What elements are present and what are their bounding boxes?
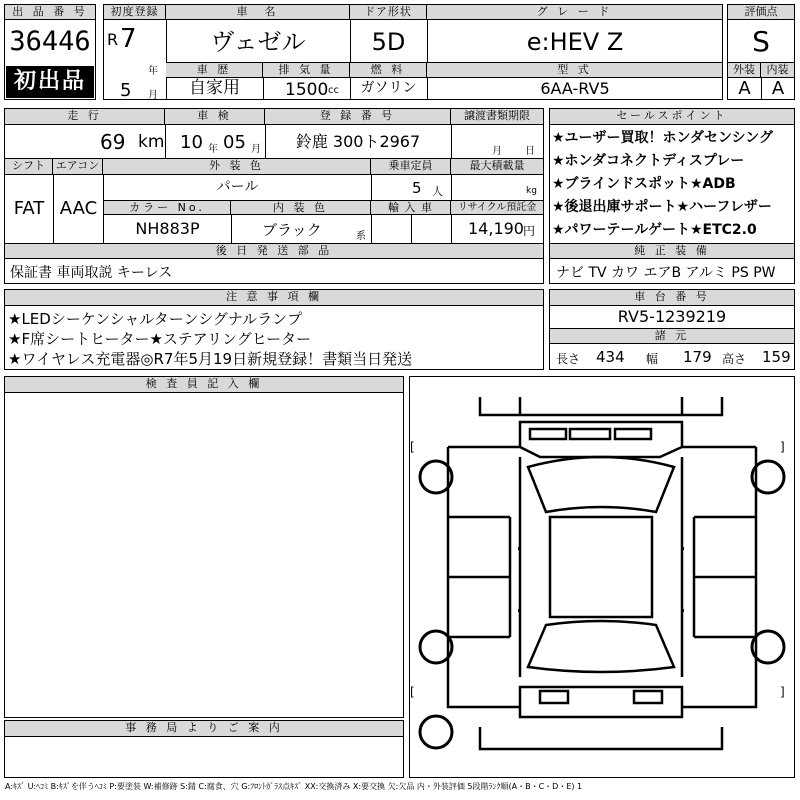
int-color-unit: 系: [356, 231, 366, 242]
sales-point-line: ★ブラインドスポット★ADB: [552, 176, 736, 192]
legend: A:ｷｽﾞ U:ﾍｺﾐ B:ｷｽﾞを伴うﾍｺﾐ P:要塗装 W:補修跡 S:錆 C:腐食、穴 G:ﾌﾛﾝﾄｶﾞﾗｽ点ｷｽﾞ XX:交換済み X:要交換 欠:欠品 内・外装評価 5段階ﾗﾝｸ順(A・B・C・D・E) 1: [5, 782, 583, 791]
sales-point-line: ★ホンダコネクトディスプレー: [552, 153, 745, 169]
car-name-label: 車 名: [166, 5, 350, 20]
right-bracket: ]: [780, 685, 785, 699]
int-color-label: 内 装 色: [231, 200, 371, 215]
car-diagram: [410, 377, 794, 777]
chassis-number: RV5-1239219: [617, 307, 727, 326]
first-reg-year: 7: [120, 24, 137, 54]
sales-point-line: ★ユーザー買取！ホンダセンシング: [552, 130, 774, 146]
lot-label: 出 品 番 号: [5, 5, 95, 20]
shift-label: シフト: [5, 158, 53, 175]
length-label: 長さ: [556, 352, 581, 366]
mileage: 69: [100, 130, 126, 154]
capacity-unit: 人: [432, 185, 443, 198]
inspection-month: 05: [223, 132, 246, 153]
dimensions-label: 諸 元: [550, 328, 794, 344]
left-bracket: [: [410, 440, 415, 454]
inspection-month-unit: 月: [251, 144, 261, 155]
inspector-label: 検 査 員 記 入 欄: [5, 377, 403, 393]
import-label: 輸 入 車: [371, 200, 451, 215]
shift: FAT: [13, 198, 45, 219]
ac-label: エアコン: [53, 158, 103, 175]
month-unit: 月: [148, 90, 158, 101]
length: 434: [596, 348, 625, 366]
car-name: ヴェゼル: [210, 28, 306, 56]
score: S: [752, 25, 770, 58]
int-color: ブラック: [262, 221, 322, 239]
notes-label: 注 意 事 項 欄: [5, 290, 543, 306]
inspector-box: [4, 376, 404, 718]
color-no-label: カラー No.: [104, 200, 231, 215]
displacement: 1500: [285, 80, 329, 100]
color-no: NH883P: [135, 219, 200, 238]
later-parts-label: 後 日 発 送 部 品: [5, 243, 543, 259]
equipment-items: ナビ TV カワ エアB アルミ PS PW: [556, 265, 776, 281]
plate-number: 鈴鹿 300ト2967: [295, 132, 421, 151]
score-label: 評価点: [728, 5, 794, 20]
sales-points-label: セールスポイント: [550, 109, 794, 125]
plate-label: 登 録 番 号: [265, 109, 451, 125]
displacement-label: 排 気 量: [263, 62, 350, 78]
equipment-label: 純 正 装 備: [550, 243, 794, 259]
inspection-year: 10: [180, 132, 203, 153]
ac: AAC: [59, 198, 98, 219]
later-parts: 保証書 車両取説 キーレス: [10, 265, 173, 281]
mileage-unit: km: [138, 132, 165, 152]
exterior-label: 外装: [728, 62, 761, 78]
inspection-label: 車 検: [165, 109, 265, 125]
history-label: 車 歴: [166, 62, 263, 78]
first-listing-badge: 初出品: [6, 66, 94, 98]
recycle-fee: 14,190: [468, 219, 524, 238]
displacement-unit: cc: [328, 85, 339, 96]
interior-grade: A: [771, 78, 785, 99]
model-label: 型 式: [427, 62, 722, 78]
sales-point-line: ★パワーテールゲート★ETC2.0: [552, 222, 757, 238]
height: 159: [762, 348, 791, 366]
model: 6AA-RV5: [540, 79, 610, 98]
recycle-label: リサイクル預託金: [451, 200, 543, 215]
ext-color-label: 外 装 色: [103, 158, 371, 175]
grade: e:HEV Z: [526, 28, 624, 56]
inspection-year-unit: 年: [208, 144, 218, 155]
chassis-label: 車 台 番 号: [550, 290, 794, 306]
mileage-label: 走 行: [5, 109, 165, 125]
capacity-label: 乗車定員: [371, 158, 451, 175]
first-reg-era: R: [107, 30, 119, 49]
year-unit: 年: [148, 66, 158, 77]
office-label: 事 務 局 よ り ご 案 内: [5, 721, 403, 737]
transfer-month-unit: 月: [492, 146, 502, 157]
ext-color: パール: [216, 179, 259, 195]
door-type: 5D: [371, 28, 406, 56]
max-load-unit: kg: [526, 186, 537, 196]
capacity: 5: [412, 179, 422, 197]
notes-line: ★F席シートヒーター★ステアリングヒーター: [8, 330, 312, 348]
notes-line: ★LEDシーケンシャルターンシグナルランプ: [8, 310, 303, 328]
notes-line: ★ワイヤレス充電器◎R7年5月19日新規登録！書類当日発送: [8, 350, 413, 368]
grade-label: グ レ ー ド: [427, 5, 722, 20]
height-label: 高さ: [722, 352, 747, 366]
sales-point-line: ★後退出庫サポート★ハーフレザー: [552, 199, 772, 215]
first-reg-label: 初度登録: [104, 5, 166, 20]
right-bracket: ]: [780, 440, 785, 454]
width: 179: [683, 348, 712, 366]
transfer-day-unit: 日: [525, 146, 535, 157]
recycle-unit: 円: [523, 224, 536, 238]
left-bracket: [: [410, 685, 415, 699]
transfer-label: 譲渡書類期限: [451, 109, 543, 125]
lot-number: 36446: [9, 26, 91, 57]
width-label: 幅: [646, 352, 659, 366]
max-load-label: 最大積載量: [451, 158, 543, 175]
history: 自家用: [189, 78, 240, 98]
first-reg-month: 5: [120, 80, 132, 101]
fuel-label: 燃 料: [350, 62, 427, 78]
door-label: ドア形状: [350, 5, 427, 20]
interior-label: 内装: [761, 62, 794, 78]
fuel: ガソリン: [360, 80, 417, 96]
exterior-grade: A: [738, 78, 751, 99]
